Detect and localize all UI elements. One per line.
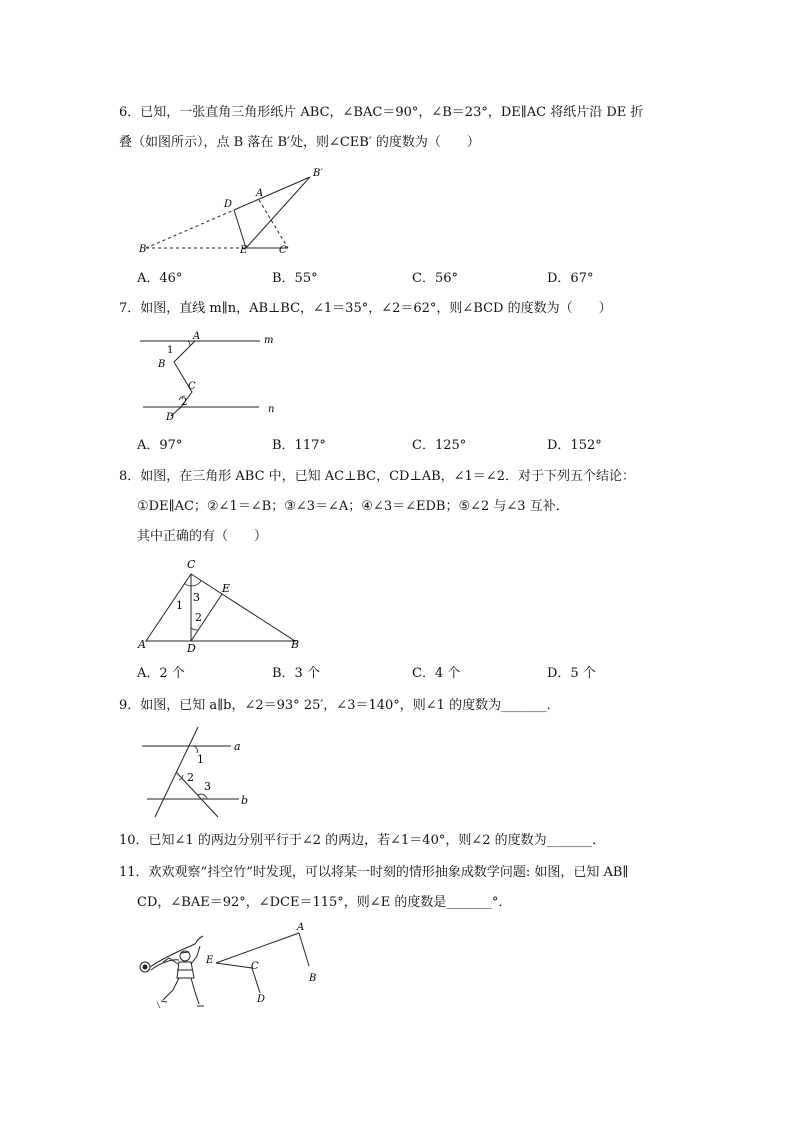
q8-angle2-arc bbox=[191, 628, 198, 630]
q7-label-2: 2 bbox=[181, 397, 188, 408]
q7-option-b[interactable]: B．117° bbox=[272, 438, 326, 453]
q8-line1: 8．如图，在三角形 ABC 中，已知 AC⊥BC，CD⊥AB，∠1＝∠2．对于下列五个结论： bbox=[119, 469, 635, 484]
q11-label-e: E bbox=[206, 955, 214, 966]
q8-label-3: 3 bbox=[193, 591, 200, 604]
q9-line1: 9．如图，已知 a∥b，∠2＝93° 25′，∠3＝140°，则∠1 的度数为_______． bbox=[119, 698, 560, 713]
q8-label-a: A bbox=[138, 638, 146, 651]
q7-option-c[interactable]: C．125° bbox=[412, 438, 467, 453]
q9-label-2: 2 bbox=[187, 771, 194, 784]
q8-label-d: D bbox=[187, 642, 196, 655]
q8-label-c: C bbox=[187, 558, 196, 571]
q8-line2: ①DE∥AC；②∠1＝∠B；③∠3＝∠A；④∠3＝∠EDB；⑤∠2 与∠3 互补． bbox=[137, 499, 569, 514]
q6-segment-ac bbox=[259, 200, 288, 248]
q7-line1: 7．如图，直线 m∥n，AB⊥BC，∠1＝35°，∠2＝62°，则∠BCD 的度数为（ ） bbox=[119, 301, 612, 316]
q9-label-1: 1 bbox=[197, 753, 204, 766]
q7-label-a: A bbox=[193, 331, 201, 342]
q6-option-a[interactable]: A．46° bbox=[137, 271, 183, 286]
q7-option-d[interactable]: D．152° bbox=[547, 438, 602, 453]
q8-label-b: B bbox=[291, 638, 300, 651]
q8-option-d[interactable]: D．5 个 bbox=[547, 666, 596, 681]
q7-label-1: 1 bbox=[167, 345, 174, 356]
q6-figure bbox=[135, 160, 335, 260]
q6-label-d: D bbox=[224, 199, 233, 210]
q6-option-b[interactable]: B．55° bbox=[272, 271, 318, 286]
q6-label-e: E bbox=[240, 245, 248, 256]
q11-segment-ec bbox=[216, 963, 252, 968]
q8-angle3-arc bbox=[191, 581, 201, 586]
q7-figure bbox=[135, 328, 285, 424]
q6-segment-bd bbox=[146, 210, 234, 248]
q11-line1: 11．欢欢观察“抖空竹”时发现，可以将某一时刻的情形抽象成数学问题: 如图，已知 AB∥ bbox=[119, 865, 629, 880]
q6-line2: 叠（如图所示），点 B 落在 B′处，则∠CEB′ 的度数为（ ） bbox=[119, 135, 480, 150]
q11-segment-ab bbox=[299, 933, 309, 966]
q6-option-c[interactable]: C．56° bbox=[412, 271, 458, 286]
q7-label-d: D bbox=[166, 412, 175, 423]
q11-figure bbox=[133, 922, 333, 1017]
q6-label-a: A bbox=[256, 188, 264, 199]
q6-segment-db-prime bbox=[234, 177, 310, 210]
q11-label-c: C bbox=[251, 961, 259, 972]
q11-segment-ea bbox=[216, 933, 299, 963]
q9-transversal-2 bbox=[176, 772, 218, 817]
q6-line1: 6．已知，一张直角三角形纸片 ABC，∠BAC＝90°，∠B＝23°，DE∥AC 将纸片沿 DE 折 bbox=[119, 105, 644, 120]
q8-label-2: 2 bbox=[195, 611, 202, 624]
q7-label-c: C bbox=[188, 381, 196, 392]
q6-label-b-prime: B′ bbox=[313, 168, 323, 179]
q11-label-b: B bbox=[309, 973, 317, 984]
q6-label-b: B bbox=[139, 244, 147, 255]
q9-label-b: b bbox=[241, 794, 249, 807]
q7-angle1-arc bbox=[188, 341, 190, 346]
q8-angle1-arc bbox=[184, 583, 191, 586]
diabolo-player-illustration bbox=[140, 936, 204, 1008]
q10-line1: 10．已知∠1 的两边分别平行于∠2 的两边，若∠1＝40°，则∠2 的度数为_______． bbox=[119, 833, 606, 848]
q7-option-a[interactable]: A．97° bbox=[137, 438, 183, 453]
q8-label-e: E bbox=[222, 582, 231, 595]
q8-option-c[interactable]: C．4 个 bbox=[412, 666, 461, 681]
q6-segment-de bbox=[234, 210, 246, 248]
q9-label-a: a bbox=[234, 740, 241, 753]
q11-label-a: A bbox=[297, 922, 305, 933]
q6-label-c: C bbox=[279, 245, 287, 256]
q7-label-b: B bbox=[158, 359, 166, 370]
q8-option-a[interactable]: A．2 个 bbox=[137, 666, 185, 681]
q11-line2: CD，∠BAE＝92°，∠DCE＝115°，则∠E 的度数是_______°． bbox=[137, 895, 512, 910]
q9-label-3: 3 bbox=[204, 780, 211, 793]
q9-figure bbox=[135, 724, 265, 824]
q11-label-d: D bbox=[257, 994, 266, 1005]
q8-line3: 其中正确的有（ ） bbox=[137, 529, 268, 544]
q7-label-m: m bbox=[264, 335, 274, 346]
q8-label-1: 1 bbox=[176, 599, 183, 612]
q8-figure bbox=[135, 556, 315, 656]
q9-angle1-arc bbox=[193, 746, 197, 753]
q6-option-d[interactable]: D．67° bbox=[547, 271, 594, 286]
q8-option-b[interactable]: B．3 个 bbox=[272, 666, 320, 681]
q7-label-n: n bbox=[268, 404, 275, 415]
q8-triangle-abc bbox=[146, 574, 295, 641]
